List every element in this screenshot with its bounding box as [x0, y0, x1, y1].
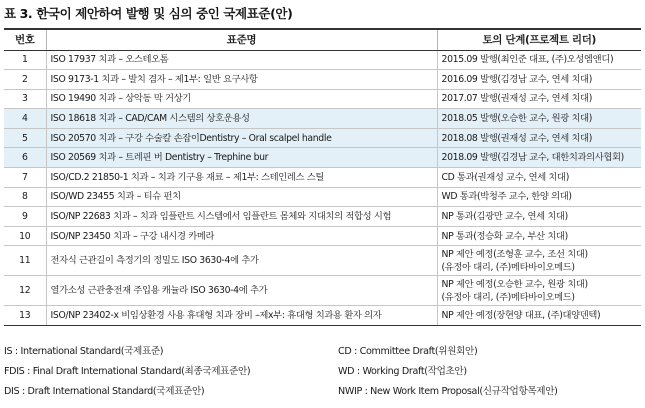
stage-line: WD 통과(박청주 교수, 한양 의대): [441, 191, 572, 203]
row-standard-name: ISO/CD.2 21850-1 치과 – 치과 기구용 재료 – 제1부: 스테인레스 스틸: [46, 168, 437, 188]
row-standard-name: ISO 20569 치과 – 트레핀 버 Dentistry – Trephine bur: [46, 148, 437, 168]
row-stage: [437, 168, 641, 188]
stage-line: NP 제안 예정(조형훈 교수, 조선 치대): [441, 248, 588, 260]
row-number: 6: [4, 148, 46, 168]
row-standard-name: 열가소성 근관충전재 주입용 캐뉼라 ISO 3630-4에 추가: [46, 276, 437, 306]
stage-line: NP 제안 예정(장현양 대표, (주)대양덴텍): [441, 310, 601, 322]
table-row: [4, 306, 641, 326]
row-standard-name: ISO/NP 22683 치과 – 치과 임플란트 시스템에서 임플란트 몸체와 지대치의 적합성 시험: [46, 207, 437, 227]
row-stage: [437, 70, 641, 90]
stage-line: NP 통과(김광만 교수, 연세 치대): [441, 211, 568, 223]
table-row: [4, 168, 641, 188]
table-body: [4, 50, 641, 326]
row-stage: [437, 109, 641, 129]
stage-line: CD 통과(권재성 교수, 연세 치대): [441, 171, 569, 183]
stage-line: 2018.08 발행(권재성 교수, 연세 치대): [441, 132, 593, 144]
row-number: 5: [4, 128, 46, 148]
table-row: [4, 187, 641, 207]
stage-line: 2017.07 발행(권재성 교수, 연세 치대): [441, 93, 593, 105]
row-number: 10: [4, 226, 46, 246]
row-number: 9: [4, 207, 46, 227]
row-standard-name: ISO 9173-1 치과 – 발치 겸자 – 제1부: 일반 요구사항: [46, 70, 437, 90]
stage-line: (유정아 대리, (주)메타바이오메드): [441, 291, 575, 303]
stage-line: 2016.09 발행(김경남 교수, 연세 치대): [441, 73, 593, 85]
legend-row: [4, 362, 641, 382]
table-row: [4, 246, 641, 276]
row-stage: [437, 276, 641, 306]
header-stage: 토의 단계(프로젝트 리더): [437, 29, 641, 50]
row-stage: [437, 128, 641, 148]
row-standard-name: ISO 18618 치과 – CAD/CAM 시스템의 상호운용성: [46, 109, 437, 129]
row-standard-name: ISO 20570 치과 – 구강 수술칼 손잡이Dentistry – Oral scalpel handle: [46, 128, 437, 148]
header-standard-name: 표준명: [46, 29, 437, 50]
row-number: 1: [4, 50, 46, 70]
stage-line: 2018.09 발행(김경남 교수, 대한치과의사협회): [441, 152, 624, 164]
table-row: [4, 226, 641, 246]
table-row: [4, 276, 641, 306]
header-number: 번호: [4, 29, 46, 50]
stage-line: 2018.05 발행(오승한 교수, 원광 치대): [441, 113, 593, 125]
row-stage: [437, 148, 641, 168]
table-row: [4, 89, 641, 109]
legend-row: [4, 382, 641, 402]
table-caption: 표 3. 한국이 제안하여 발행 및 심의 중인 국제표준(안): [4, 6, 293, 21]
table-row: [4, 109, 641, 129]
row-number: 4: [4, 109, 46, 129]
row-standard-name: 전자식 근관길이 측정기의 정밀도 ISO 3630-4에 추가: [46, 246, 437, 276]
stage-line: NP 제안 예정(오승한 교수, 원광 치대): [441, 278, 588, 290]
row-stage: [437, 246, 641, 276]
row-number: 11: [4, 246, 46, 276]
row-stage: [437, 50, 641, 70]
row-stage: [437, 187, 641, 207]
table-row: [4, 148, 641, 168]
legend-row: [4, 342, 641, 362]
row-stage: [437, 89, 641, 109]
row-number: 3: [4, 89, 46, 109]
row-stage: [437, 207, 641, 227]
row-number: 12: [4, 276, 46, 306]
table-row: [4, 50, 641, 70]
standards-table: [4, 28, 641, 326]
legend-is: IS : International Standard(국제표준): [4, 346, 164, 357]
row-number: 13: [4, 306, 46, 326]
abbreviation-legend: [4, 342, 641, 402]
row-stage: [437, 306, 641, 326]
stage-line: (유정아 대리, (주)메타바이오메드): [441, 261, 575, 273]
legend-fdis: FDIS : Final Draft International Standard(최종국제표준안): [4, 366, 251, 377]
stage-line: NP 통과(정승화 교수, 부산 치대): [441, 230, 568, 242]
table-row: [4, 70, 641, 90]
row-number: 7: [4, 168, 46, 188]
row-standard-name: ISO 19490 치과 – 상악동 막 거상기: [46, 89, 437, 109]
legend-wd: WD : Working Draft(작업초안): [338, 366, 467, 377]
legend-nwip: NWIP : New Work Item Proposal(신규작업항목제안): [338, 386, 558, 397]
table-row: [4, 128, 641, 148]
stage-line: 2015.09 발행(최인준 대표, (주)오성엠앤디): [441, 54, 614, 66]
table-row: [4, 207, 641, 227]
row-standard-name: ISO/NP 23402-x 비임상환경 사용 휴대형 치과 장비 –제x부: 휴대형 치과용 환자 의자: [46, 306, 437, 326]
row-stage: [437, 226, 641, 246]
legend-dis: DIS : Draft International Standard(국제표준안): [4, 386, 205, 397]
row-number: 2: [4, 70, 46, 90]
row-standard-name: ISO 17937 치과 – 오스테오톰: [46, 50, 437, 70]
row-number: 8: [4, 187, 46, 207]
legend-cd: CD : Committee Draft(위원회안): [338, 346, 478, 357]
row-standard-name: ISO/NP 23450 치과 – 구강 내시경 카메라: [46, 226, 437, 246]
table-header-row: [4, 29, 641, 50]
row-standard-name: ISO/WD 23455 치과 – 티슈 펀치: [46, 187, 437, 207]
